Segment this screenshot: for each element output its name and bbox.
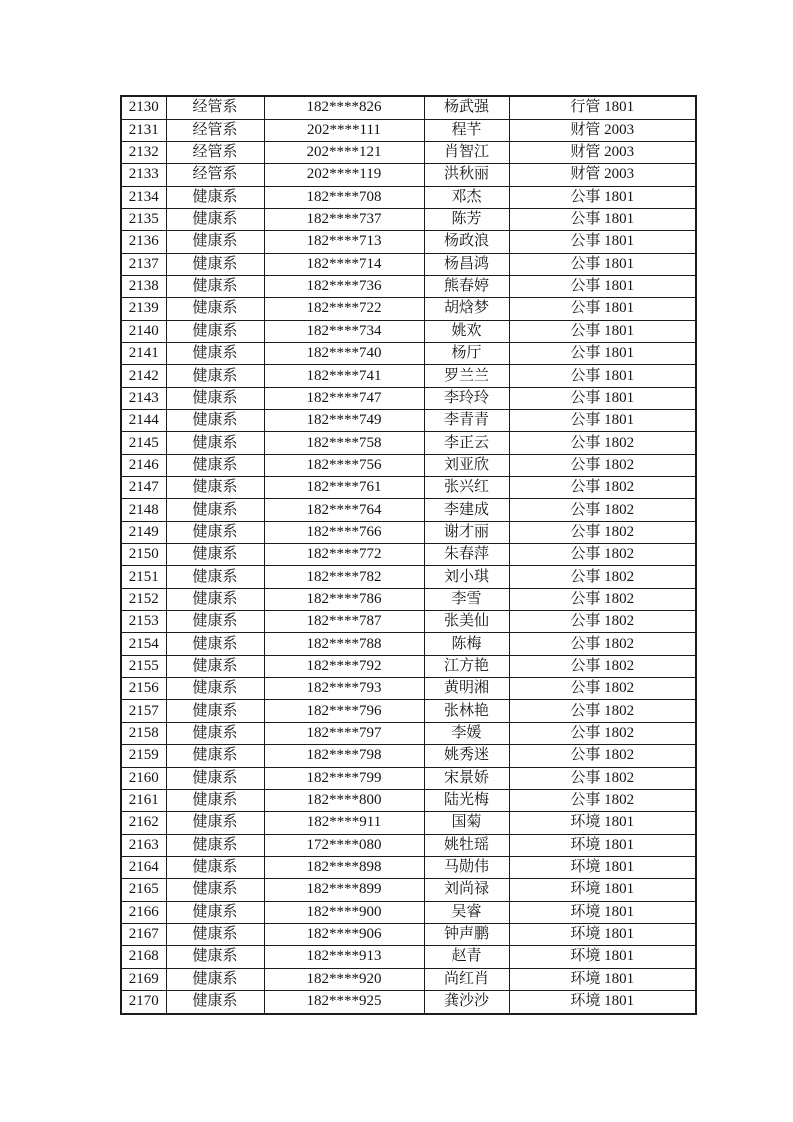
name-cell: 李媛	[424, 722, 509, 744]
name-cell: 黄明湘	[424, 678, 509, 700]
department-cell: 经管系	[166, 141, 264, 163]
name-cell: 姚欢	[424, 320, 509, 342]
student-id-cell: 182****714	[264, 253, 424, 275]
name-cell: 杨政浪	[424, 231, 509, 253]
class-cell: 行管 1801	[509, 96, 696, 119]
table-row	[121, 611, 696, 633]
department-cell: 健康系	[166, 410, 264, 432]
class-cell: 公事 1802	[509, 432, 696, 454]
serial-cell: 2142	[121, 365, 166, 387]
student-id-cell: 182****761	[264, 477, 424, 499]
department-cell: 健康系	[166, 678, 264, 700]
department-cell: 经管系	[166, 96, 264, 119]
table-row	[121, 499, 696, 521]
department-cell: 健康系	[166, 499, 264, 521]
class-cell: 公事 1801	[509, 387, 696, 409]
student-id-cell: 202****119	[264, 164, 424, 186]
serial-cell: 2162	[121, 812, 166, 834]
table-row	[121, 320, 696, 342]
name-cell: 李玲玲	[424, 387, 509, 409]
student-id-cell: 202****111	[264, 119, 424, 141]
serial-cell: 2169	[121, 968, 166, 990]
class-cell: 环境 1801	[509, 812, 696, 834]
department-cell: 健康系	[166, 767, 264, 789]
serial-cell: 2136	[121, 231, 166, 253]
name-cell: 宋景娇	[424, 767, 509, 789]
student-id-cell: 182****722	[264, 298, 424, 320]
serial-cell: 2158	[121, 722, 166, 744]
serial-cell: 2140	[121, 320, 166, 342]
class-cell: 公事 1801	[509, 342, 696, 364]
department-cell: 经管系	[166, 119, 264, 141]
table-row	[121, 946, 696, 968]
class-cell: 公事 1802	[509, 678, 696, 700]
department-cell: 健康系	[166, 812, 264, 834]
student-id-cell: 182****747	[264, 387, 424, 409]
table-row	[121, 812, 696, 834]
class-cell: 环境 1801	[509, 968, 696, 990]
department-cell: 健康系	[166, 231, 264, 253]
student-id-cell: 182****911	[264, 812, 424, 834]
name-cell: 张美仙	[424, 611, 509, 633]
department-cell: 健康系	[166, 588, 264, 610]
department-cell: 健康系	[166, 633, 264, 655]
serial-cell: 2159	[121, 745, 166, 767]
student-id-cell: 182****734	[264, 320, 424, 342]
class-cell: 环境 1801	[509, 879, 696, 901]
name-cell: 李雪	[424, 588, 509, 610]
table-row	[121, 678, 696, 700]
serial-cell: 2145	[121, 432, 166, 454]
table-row	[121, 96, 696, 119]
student-id-cell: 182****736	[264, 275, 424, 297]
student-id-cell: 182****788	[264, 633, 424, 655]
class-cell: 环境 1801	[509, 923, 696, 945]
department-cell: 健康系	[166, 990, 264, 1014]
serial-cell: 2139	[121, 298, 166, 320]
serial-cell: 2153	[121, 611, 166, 633]
table-row	[121, 253, 696, 275]
student-id-cell: 182****787	[264, 611, 424, 633]
table-row	[121, 141, 696, 163]
table-row	[121, 655, 696, 677]
table-row	[121, 119, 696, 141]
class-cell: 公事 1802	[509, 454, 696, 476]
student-id-cell: 182****800	[264, 789, 424, 811]
name-cell: 马勋伟	[424, 856, 509, 878]
table-row	[121, 633, 696, 655]
class-cell: 财管 2003	[509, 141, 696, 163]
serial-cell: 2157	[121, 700, 166, 722]
name-cell: 钟声鹏	[424, 923, 509, 945]
serial-cell: 2155	[121, 655, 166, 677]
department-cell: 健康系	[166, 320, 264, 342]
serial-cell: 2148	[121, 499, 166, 521]
name-cell: 刘亚欣	[424, 454, 509, 476]
class-cell: 公事 1802	[509, 789, 696, 811]
department-cell: 健康系	[166, 946, 264, 968]
department-cell: 健康系	[166, 275, 264, 297]
table-row	[121, 432, 696, 454]
student-id-cell: 182****797	[264, 722, 424, 744]
student-id-cell: 182****782	[264, 566, 424, 588]
table-row	[121, 856, 696, 878]
class-cell: 公事 1802	[509, 477, 696, 499]
name-cell: 朱春萍	[424, 544, 509, 566]
class-cell: 公事 1801	[509, 365, 696, 387]
class-cell: 环境 1801	[509, 990, 696, 1014]
department-cell: 健康系	[166, 477, 264, 499]
table-row	[121, 990, 696, 1014]
department-cell: 健康系	[166, 521, 264, 543]
class-cell: 公事 1802	[509, 588, 696, 610]
name-cell: 姚牡瑶	[424, 834, 509, 856]
class-cell: 公事 1802	[509, 544, 696, 566]
name-cell: 邓杰	[424, 186, 509, 208]
table-row	[121, 544, 696, 566]
serial-cell: 2134	[121, 186, 166, 208]
serial-cell: 2165	[121, 879, 166, 901]
student-id-cell: 182****826	[264, 96, 424, 119]
student-id-cell: 182****764	[264, 499, 424, 521]
student-id-cell: 182****925	[264, 990, 424, 1014]
class-cell: 环境 1801	[509, 834, 696, 856]
serial-cell: 2144	[121, 410, 166, 432]
class-cell: 公事 1802	[509, 655, 696, 677]
serial-cell: 2164	[121, 856, 166, 878]
student-id-cell: 182****799	[264, 767, 424, 789]
table-row	[121, 298, 696, 320]
class-cell: 环境 1801	[509, 901, 696, 923]
table-row	[121, 901, 696, 923]
serial-cell: 2132	[121, 141, 166, 163]
serial-cell: 2156	[121, 678, 166, 700]
table-row	[121, 477, 696, 499]
table-row	[121, 789, 696, 811]
student-id-cell: 182****793	[264, 678, 424, 700]
student-id-cell: 182****898	[264, 856, 424, 878]
student-id-cell: 182****766	[264, 521, 424, 543]
department-cell: 健康系	[166, 342, 264, 364]
class-cell: 公事 1802	[509, 611, 696, 633]
student-id-cell: 182****798	[264, 745, 424, 767]
department-cell: 健康系	[166, 253, 264, 275]
name-cell: 罗兰兰	[424, 365, 509, 387]
department-cell: 健康系	[166, 387, 264, 409]
table-row	[121, 387, 696, 409]
department-cell: 经管系	[166, 164, 264, 186]
table-row	[121, 454, 696, 476]
department-cell: 健康系	[166, 208, 264, 230]
table-row	[121, 208, 696, 230]
student-id-cell: 182****772	[264, 544, 424, 566]
table-row	[121, 410, 696, 432]
department-cell: 健康系	[166, 968, 264, 990]
student-id-cell: 182****713	[264, 231, 424, 253]
table-row	[121, 968, 696, 990]
serial-cell: 2163	[121, 834, 166, 856]
name-cell: 吴睿	[424, 901, 509, 923]
table-row	[121, 521, 696, 543]
student-id-cell: 182****741	[264, 365, 424, 387]
student-id-cell: 182****913	[264, 946, 424, 968]
table-row	[121, 722, 696, 744]
student-id-cell: 182****796	[264, 700, 424, 722]
serial-cell: 2147	[121, 477, 166, 499]
department-cell: 健康系	[166, 566, 264, 588]
serial-cell: 2137	[121, 253, 166, 275]
name-cell: 杨厅	[424, 342, 509, 364]
student-id-cell: 182****708	[264, 186, 424, 208]
table-row	[121, 767, 696, 789]
class-cell: 公事 1802	[509, 566, 696, 588]
class-cell: 公事 1802	[509, 633, 696, 655]
department-cell: 健康系	[166, 856, 264, 878]
department-cell: 健康系	[166, 789, 264, 811]
serial-cell: 2141	[121, 342, 166, 364]
name-cell: 刘尚禄	[424, 879, 509, 901]
name-cell: 洪秋丽	[424, 164, 509, 186]
name-cell: 国菊	[424, 812, 509, 834]
table-row	[121, 566, 696, 588]
table-row	[121, 923, 696, 945]
student-id-cell: 182****758	[264, 432, 424, 454]
class-cell: 财管 2003	[509, 119, 696, 141]
serial-cell: 2130	[121, 96, 166, 119]
department-cell: 健康系	[166, 834, 264, 856]
class-cell: 环境 1801	[509, 856, 696, 878]
class-cell: 公事 1802	[509, 767, 696, 789]
student-id-cell: 182****899	[264, 879, 424, 901]
department-cell: 健康系	[166, 544, 264, 566]
serial-cell: 2143	[121, 387, 166, 409]
name-cell: 胡焓梦	[424, 298, 509, 320]
name-cell: 陆光梅	[424, 789, 509, 811]
department-cell: 健康系	[166, 722, 264, 744]
class-cell: 公事 1801	[509, 253, 696, 275]
serial-cell: 2167	[121, 923, 166, 945]
department-cell: 健康系	[166, 298, 264, 320]
class-cell: 公事 1802	[509, 700, 696, 722]
table-row	[121, 700, 696, 722]
name-cell: 龚沙沙	[424, 990, 509, 1014]
class-cell: 公事 1801	[509, 410, 696, 432]
serial-cell: 2149	[121, 521, 166, 543]
class-cell: 公事 1801	[509, 275, 696, 297]
name-cell: 赵青	[424, 946, 509, 968]
department-cell: 健康系	[166, 901, 264, 923]
serial-cell: 2151	[121, 566, 166, 588]
class-cell: 公事 1801	[509, 208, 696, 230]
name-cell: 程芊	[424, 119, 509, 141]
table-row	[121, 164, 696, 186]
name-cell: 张林艳	[424, 700, 509, 722]
student-id-cell: 182****792	[264, 655, 424, 677]
serial-cell: 2152	[121, 588, 166, 610]
table-row	[121, 879, 696, 901]
table-row	[121, 186, 696, 208]
name-cell: 姚秀迷	[424, 745, 509, 767]
class-cell: 公事 1801	[509, 186, 696, 208]
student-id-cell: 182****786	[264, 588, 424, 610]
student-id-cell: 182****900	[264, 901, 424, 923]
class-cell: 公事 1801	[509, 320, 696, 342]
class-cell: 财管 2003	[509, 164, 696, 186]
student-id-cell: 182****920	[264, 968, 424, 990]
serial-cell: 2161	[121, 789, 166, 811]
department-cell: 健康系	[166, 700, 264, 722]
department-cell: 健康系	[166, 611, 264, 633]
department-cell: 健康系	[166, 745, 264, 767]
student-id-cell: 172****080	[264, 834, 424, 856]
student-id-cell: 202****121	[264, 141, 424, 163]
serial-cell: 2146	[121, 454, 166, 476]
serial-cell: 2133	[121, 164, 166, 186]
class-cell: 公事 1802	[509, 722, 696, 744]
class-cell: 公事 1801	[509, 298, 696, 320]
table-row	[121, 342, 696, 364]
student-id-cell: 182****906	[264, 923, 424, 945]
table-row	[121, 588, 696, 610]
name-cell: 刘小琪	[424, 566, 509, 588]
department-cell: 健康系	[166, 923, 264, 945]
serial-cell: 2150	[121, 544, 166, 566]
name-cell: 张兴红	[424, 477, 509, 499]
class-cell: 环境 1801	[509, 946, 696, 968]
serial-cell: 2160	[121, 767, 166, 789]
serial-cell: 2131	[121, 119, 166, 141]
roster-table-body	[121, 96, 696, 1014]
table-row	[121, 231, 696, 253]
name-cell: 李正云	[424, 432, 509, 454]
table-row	[121, 834, 696, 856]
student-roster-table	[120, 95, 697, 1015]
name-cell: 李建成	[424, 499, 509, 521]
class-cell: 公事 1802	[509, 499, 696, 521]
name-cell: 李青青	[424, 410, 509, 432]
class-cell: 公事 1801	[509, 231, 696, 253]
class-cell: 公事 1802	[509, 745, 696, 767]
student-id-cell: 182****740	[264, 342, 424, 364]
department-cell: 健康系	[166, 454, 264, 476]
student-id-cell: 182****737	[264, 208, 424, 230]
name-cell: 熊春婷	[424, 275, 509, 297]
serial-cell: 2138	[121, 275, 166, 297]
serial-cell: 2168	[121, 946, 166, 968]
department-cell: 健康系	[166, 365, 264, 387]
department-cell: 健康系	[166, 879, 264, 901]
table-row	[121, 275, 696, 297]
name-cell: 谢才丽	[424, 521, 509, 543]
table-row	[121, 365, 696, 387]
class-cell: 公事 1802	[509, 521, 696, 543]
department-cell: 健康系	[166, 186, 264, 208]
name-cell: 杨昌鸿	[424, 253, 509, 275]
name-cell: 肖智江	[424, 141, 509, 163]
serial-cell: 2154	[121, 633, 166, 655]
serial-cell: 2170	[121, 990, 166, 1014]
name-cell: 陈梅	[424, 633, 509, 655]
table-row	[121, 745, 696, 767]
student-id-cell: 182****756	[264, 454, 424, 476]
name-cell: 江方艳	[424, 655, 509, 677]
name-cell: 杨武强	[424, 96, 509, 119]
serial-cell: 2135	[121, 208, 166, 230]
name-cell: 尚红肖	[424, 968, 509, 990]
department-cell: 健康系	[166, 432, 264, 454]
student-id-cell: 182****749	[264, 410, 424, 432]
serial-cell: 2166	[121, 901, 166, 923]
name-cell: 陈芳	[424, 208, 509, 230]
department-cell: 健康系	[166, 655, 264, 677]
